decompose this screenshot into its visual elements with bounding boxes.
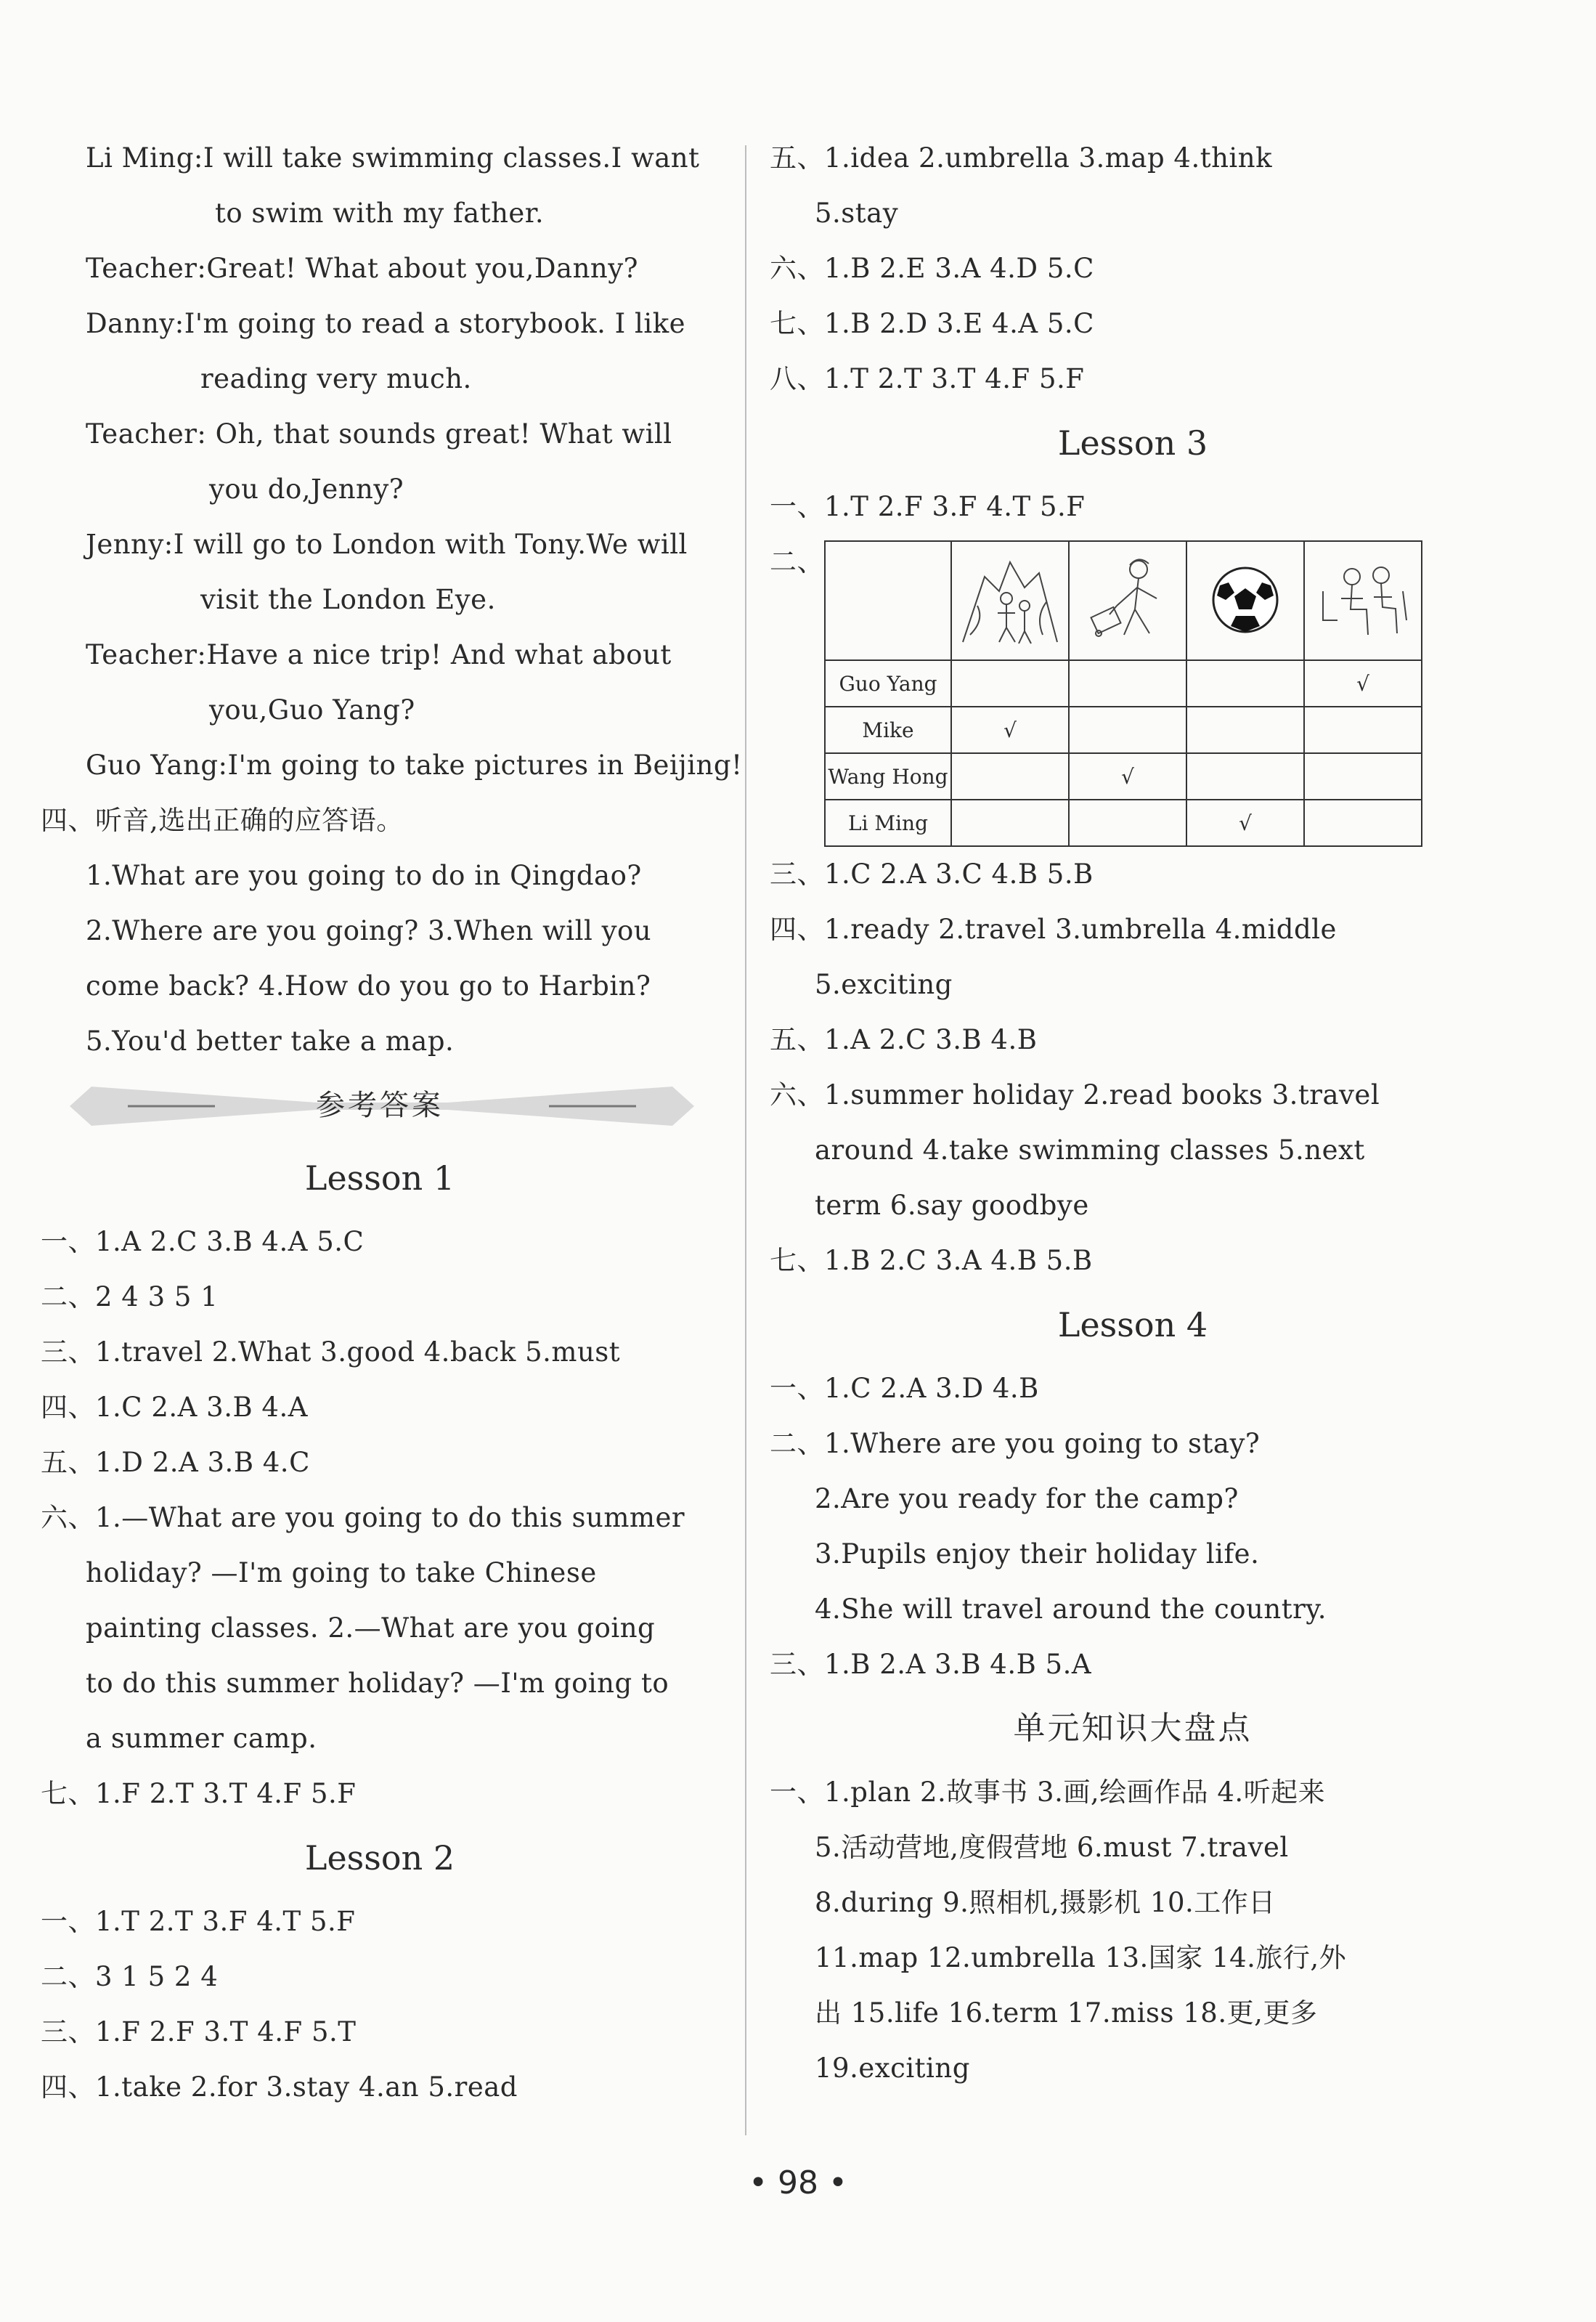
table-row [825, 800, 1422, 846]
table-row [825, 753, 1422, 800]
check-cell: √ [1186, 800, 1304, 846]
answer-line: 七、1.B 2.C 3.A 4.B 5.B [770, 1245, 1093, 1276]
answer-line: 四、1.C 2.A 3.B 4.A [41, 1392, 308, 1423]
answer-line: around 4.take swimming classes 5.next [815, 1134, 1365, 1166]
check-cell: √ [1304, 660, 1422, 707]
answer-line: Guo Yang:I'm going to take pictures in Beijing! [86, 750, 743, 781]
check-cell [951, 753, 1069, 800]
answer-line: 二、1.Where are you going to stay? [770, 1428, 1261, 1459]
answer-line: 七、1.F 2.T 3.T 4.F 5.F [41, 1778, 357, 1809]
lesson-3-q1: 一、1.T 2.F 3.F 4.T 5.F [770, 491, 1086, 522]
answer-line: 19.exciting [815, 2053, 970, 2084]
answer-line: come back? 4.How do you go to Harbin? [86, 970, 651, 1002]
check-cell [1069, 800, 1186, 846]
answer-line: term 6.say goodbye [815, 1190, 1089, 1221]
lesson-1-answers [41, 1214, 719, 1822]
check-cell [1069, 707, 1186, 753]
answer-line: visit the London Eye. [200, 584, 496, 615]
check-cell [951, 800, 1069, 846]
answer-line: 5.活动营地,度假营地 6.must 7.travel [815, 1832, 1289, 1863]
answer-line: 三、1.C 2.A 3.C 4.B 5.B [770, 858, 1094, 890]
people-sitting-picture [1308, 548, 1417, 649]
answer-line: 一、1.plan 2.故事书 3.画,绘画作品 4.听起来 [770, 1777, 1326, 1808]
answer-line: you,Guo Yang? [209, 694, 415, 726]
answer-line: 五、1.idea 2.umbrella 3.map 4.think [770, 142, 1272, 174]
section-four-title: 四、听音,选出正确的应答语。 [41, 805, 404, 836]
knowledge-summary-answers [770, 1765, 1496, 2096]
row-name: Wang Hong [825, 753, 951, 800]
answer-line: 5.You'd better take a map. [86, 1026, 455, 1057]
listening-script [41, 131, 743, 793]
lesson-3-q2-label: 二、 [770, 546, 824, 577]
check-cell [1069, 660, 1186, 707]
lesson-4-answers [770, 1361, 1496, 1692]
answer-line: 11.map 12.umbrella 13.国家 14.旅行,外 [815, 1942, 1347, 1973]
answer-line: 六、1.summer holiday 2.read books 3.travel [770, 1079, 1380, 1111]
lesson-3-q2 [770, 535, 1496, 847]
answer-line: 2.Where are you going? 3.When will you [86, 915, 652, 946]
answer-line: 出 15.life 16.term 17.miss 18.更,更多 [815, 1997, 1318, 2029]
hiking-picture [956, 548, 1064, 649]
column-divider [745, 145, 746, 2135]
check-cell [1186, 753, 1304, 800]
row-name: Guo Yang [825, 660, 951, 707]
answer-line: 四、1.ready 2.travel 3.umbrella 4.middle [770, 914, 1337, 945]
answer-line: 4.She will travel around the country. [815, 1594, 1327, 1625]
row-name: Mike [825, 707, 951, 753]
right-column [770, 131, 1496, 2096]
answer-line: 七、1.B 2.D 3.E 4.A 5.C [770, 308, 1094, 339]
answer-line: Li Ming:I will take swimming classes.I want [86, 142, 700, 174]
answer-line: 3.Pupils enjoy their holiday life. [815, 1538, 1260, 1570]
lesson-3-title: Lesson 3 [1057, 423, 1208, 463]
lesson-4-title: Lesson 4 [1057, 1305, 1208, 1344]
check-cell: √ [1069, 753, 1186, 800]
check-cell [1186, 660, 1304, 707]
answer-line: 一、1.A 2.C 3.B 4.A 5.C [41, 1226, 365, 1257]
lesson-3-answers [770, 847, 1496, 1288]
answer-line: 三、1.B 2.A 3.B 4.B 5.A [770, 1649, 1092, 1680]
answer-line: to do this summer holiday? —I'm going to [86, 1668, 669, 1699]
answer-line: 五、1.D 2.A 3.B 4.C [41, 1447, 310, 1478]
answer-table [824, 540, 1422, 847]
answer-line: 三、1.F 2.F 3.T 4.F 5.T [41, 2016, 357, 2047]
table-row [825, 660, 1422, 707]
picture-row [825, 541, 1422, 660]
answer-line: 8.during 9.照相机,摄影机 10.工作日 [815, 1887, 1276, 1918]
answer-line: you do,Jenny? [209, 474, 404, 505]
check-cell [1304, 707, 1422, 753]
answer-line: 2.Are you ready for the camp? [815, 1483, 1239, 1514]
answer-line: Teacher: Oh, that sounds great! What will [86, 418, 672, 450]
answer-line: 六、1.—What are you going to do this summer [41, 1502, 685, 1533]
answer-line: 八、1.T 2.T 3.T 4.F 5.F [770, 363, 1085, 394]
section-four-items [41, 848, 719, 1069]
check-cell [1186, 707, 1304, 753]
check-cell: √ [951, 707, 1069, 753]
answer-line: to swim with my father. [215, 198, 545, 229]
answer-line: Jenny:I will go to London with Tony.We will [86, 529, 688, 560]
answer-line: Teacher:Great! What about you,Danny? [86, 253, 638, 284]
check-cell [1304, 753, 1422, 800]
traveler-with-luggage-picture [1073, 548, 1182, 649]
lesson-2-answers-continued [770, 131, 1496, 407]
answer-line: 三、1.travel 2.What 3.good 4.back 5.must [41, 1336, 621, 1368]
answer-line: a summer camp. [86, 1723, 317, 1754]
row-name: Li Ming [825, 800, 951, 846]
answer-banner [41, 1069, 719, 1142]
knowledge-summary-title: 单元知识大盘点 [1013, 1710, 1253, 1747]
answer-line: 一、1.C 2.A 3.D 4.B [770, 1373, 1039, 1404]
answer-line: 五、1.A 2.C 3.B 4.B [770, 1024, 1038, 1055]
left-column [41, 131, 743, 2115]
answer-line: 二、3 1 5 2 4 [41, 1961, 219, 1992]
page-number: • 98 • [749, 2164, 847, 2201]
answer-line: Teacher:Have a nice trip! And what about [86, 639, 672, 670]
answer-line: painting classes. 2.—What are you going [86, 1612, 656, 1644]
answer-line: 二、2 4 3 5 1 [41, 1281, 219, 1312]
answer-line: 六、1.B 2.E 3.A 4.D 5.C [770, 253, 1094, 284]
answer-line: 5.exciting [815, 969, 953, 1000]
check-cell [951, 660, 1069, 707]
check-cell [1304, 800, 1422, 846]
table-row [825, 707, 1422, 753]
answer-line: 一、1.T 2.T 3.F 4.T 5.F [41, 1906, 356, 1937]
lesson-1-title: Lesson 1 [304, 1158, 455, 1198]
answer-line: 四、1.take 2.for 3.stay 4.an 5.read [41, 2071, 518, 2103]
answer-line: reading very much. [200, 363, 472, 394]
answer-banner-title: 参考答案 [316, 1089, 444, 1122]
answer-line: 1.What are you going to do in Qingdao? [86, 860, 642, 891]
answer-line: holiday? —I'm going to take Chinese [86, 1557, 597, 1588]
soccer-ball-picture [1191, 548, 1300, 649]
lesson-2-answers [41, 1894, 719, 2115]
answer-line: 5.stay [815, 198, 899, 229]
lesson-2-title: Lesson 2 [304, 1838, 455, 1878]
answer-line: Danny:I'm going to read a storybook. I like [86, 308, 686, 339]
